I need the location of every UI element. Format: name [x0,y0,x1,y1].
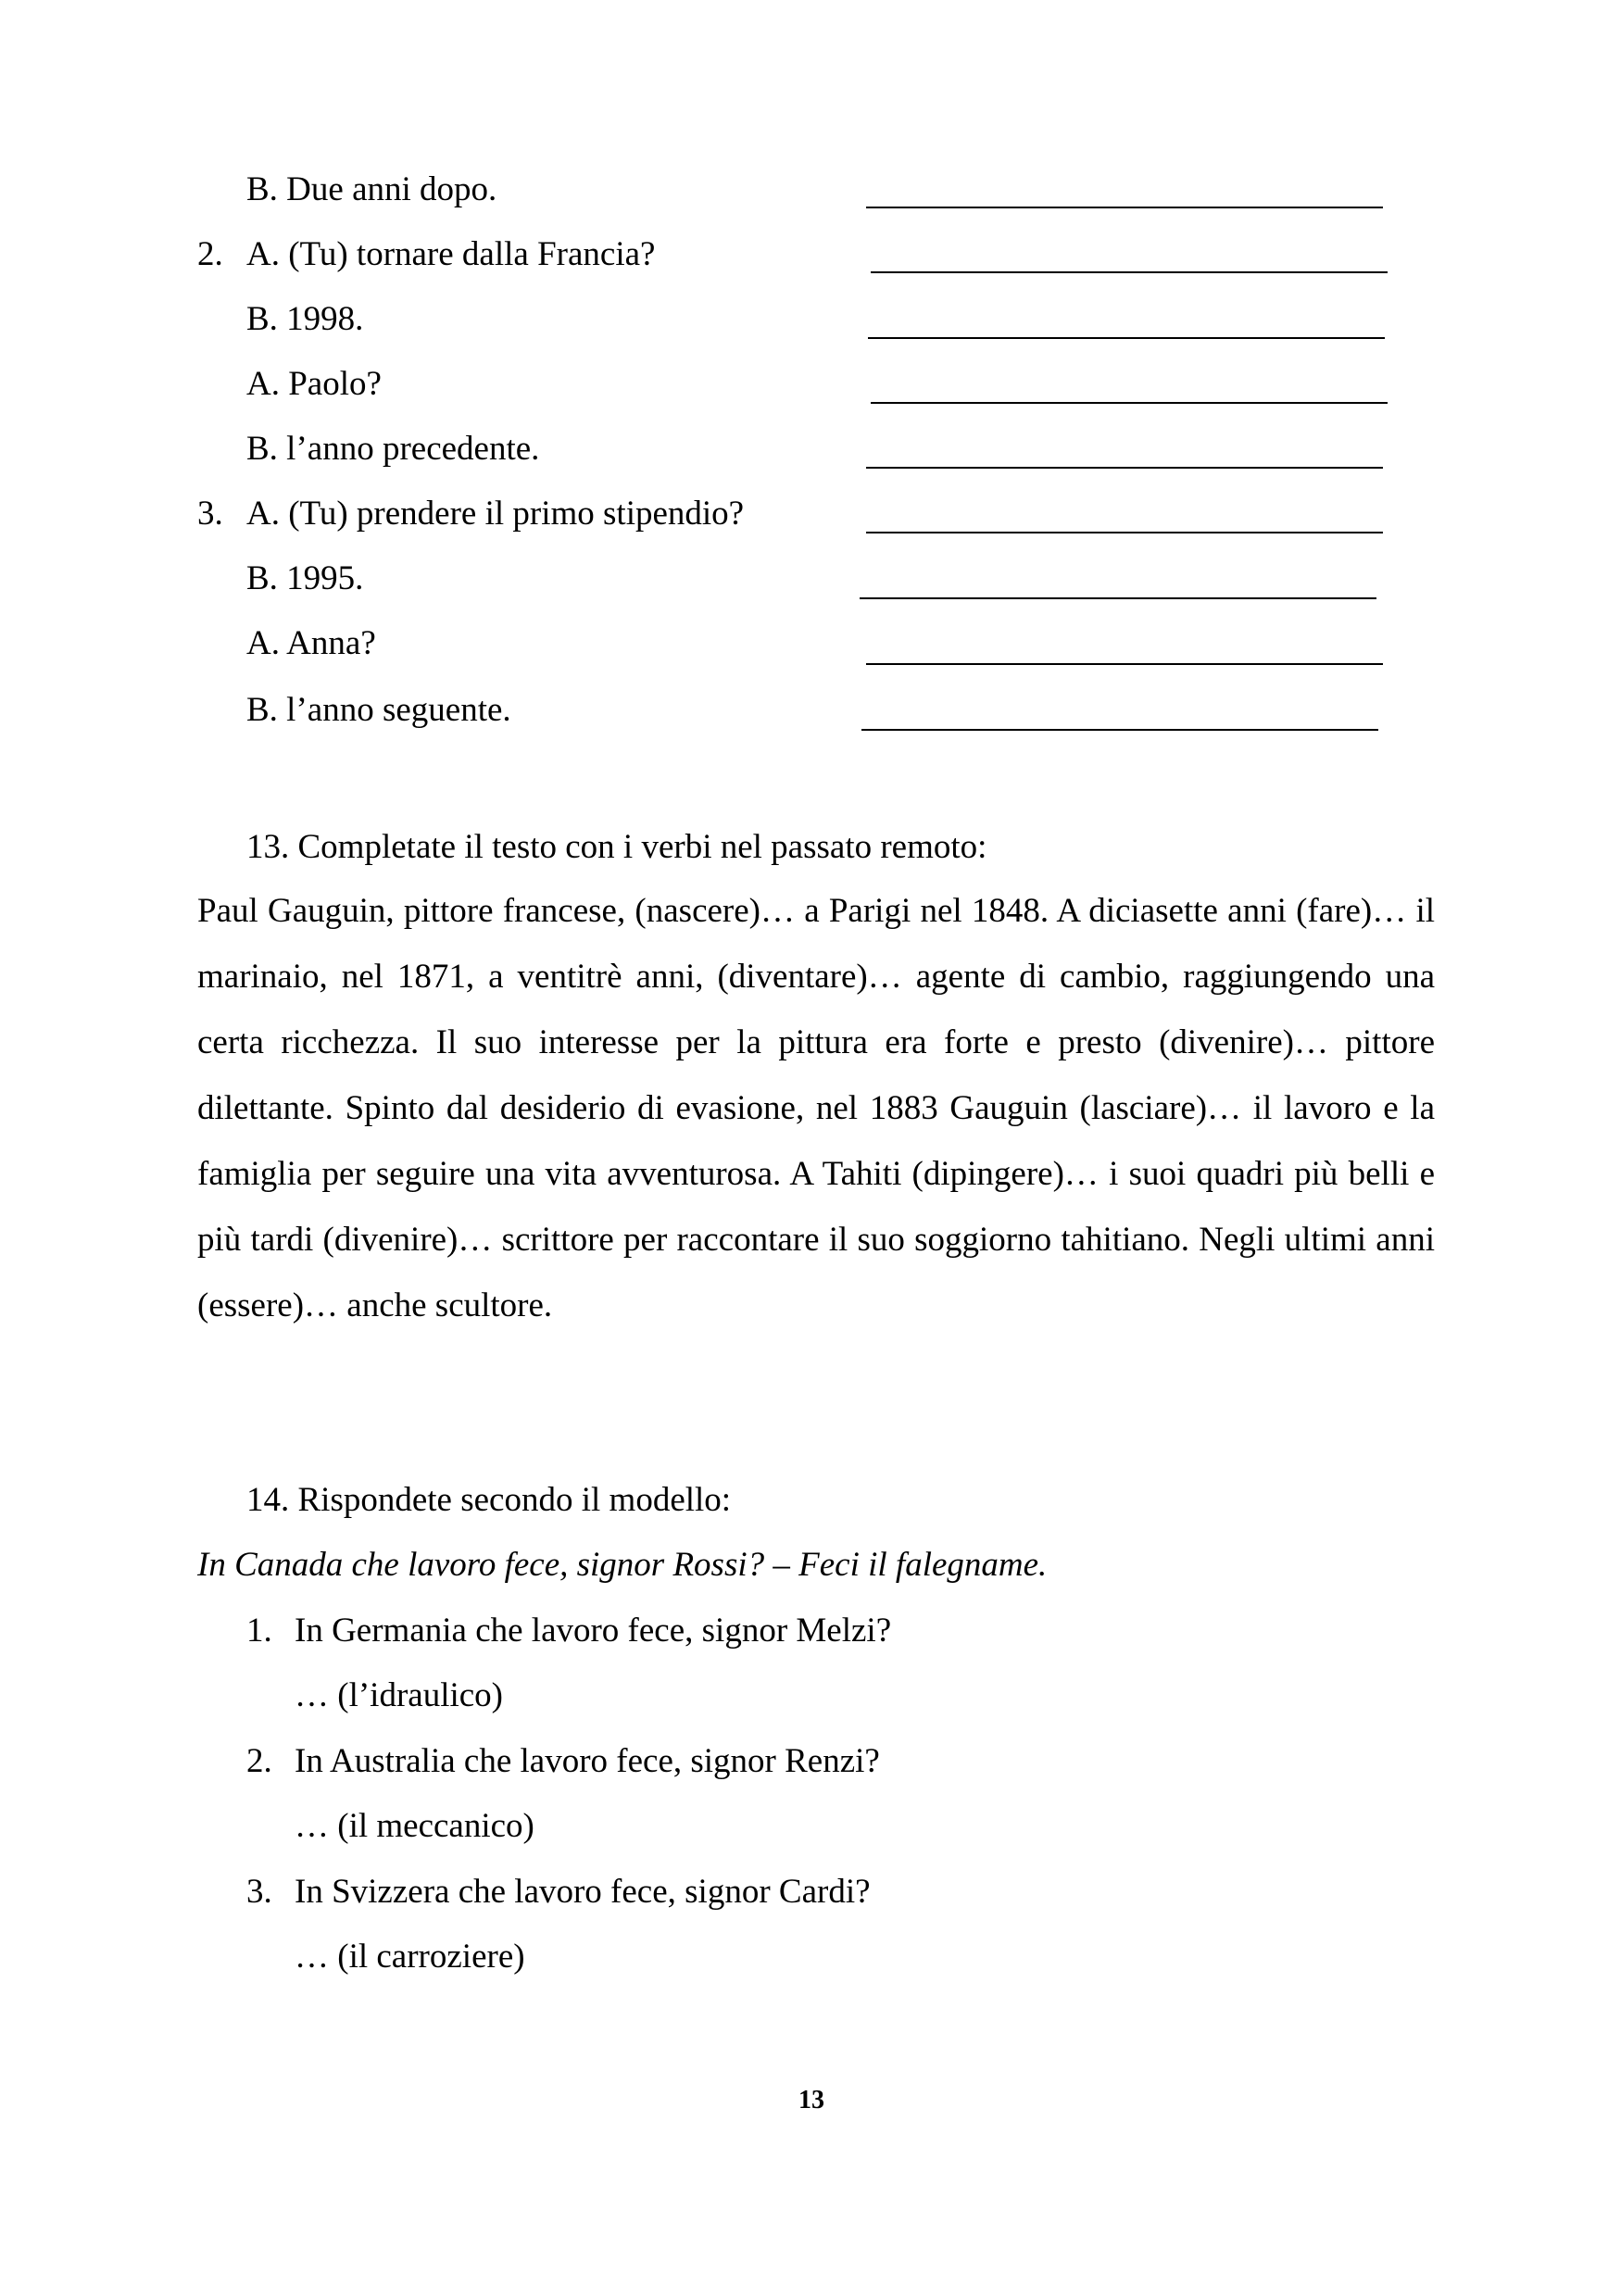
exercise-14-model: In Canada che lavoro fece, signor Rossi? – Feci il falegname. [197,1546,1048,1584]
answer-blank[interactable] [860,597,1376,599]
dialog-line: B. l’anno seguente. [246,691,511,729]
dialog-line: A. Paolo? [246,365,382,403]
dialog-line: B. 1995. [246,559,364,597]
answer-blank[interactable] [861,729,1378,731]
exercise-14-question: In Svizzera che lavoro fece, signor Cardi? [295,1873,871,1911]
answer-blank[interactable] [868,337,1385,339]
item-number: 3. [246,1873,272,1911]
exercise-14-question: In Australia che lavoro fece, signor Renzi? [295,1742,880,1780]
answer-blank[interactable] [871,271,1388,273]
exercise-14-hint: … (il carroziere) [295,1938,525,1976]
dialog-line: A. Anna? [246,624,376,662]
dialog-line: A. (Tu) prendere il primo stipendio? [246,495,745,533]
answer-blank[interactable] [866,663,1383,665]
dialog-line: B. l’anno precedente. [246,430,540,468]
item-number: 1. [246,1612,272,1650]
answer-blank[interactable] [866,532,1383,533]
exercise-13-paragraph: Paul Gauguin, pittore francese, (nascere)… a Parigi nel 1848. A diciasette anni (fare)… il marinaio, nel 1871, a ventitrè anni, (diventare)… agente di cambio, raggiungendo una certa ricchezza. Il suo interesse per la pittura era forte e presto (divenire)… pittore dilettante. Spinto dal desiderio di evasione, nel 1883 Gauguin (lasciare)… il lavoro e la famiglia per seguire una vita avventurosa. A Tahiti (dipingere)… i suoi quadri più belli e più tardi (divenire)… scrittore per raccontare il suo soggiorno tahitiano. Negli ultimi anni (essere)… anche scultore. [197,892,1435,1324]
exercise-14-heading: 14. Rispondete secondo il modello: [246,1481,732,1519]
exercise-14-question: In Germania che lavoro fece, signor Melzi? [295,1612,892,1650]
dialog-line: B. Due anni dopo. [246,170,497,208]
answer-blank[interactable] [866,467,1383,469]
dialog-line: B. 1998. [246,300,364,338]
item-number: 2. [197,235,223,273]
answer-blank[interactable] [871,402,1388,404]
dialog-line: A. (Tu) tornare dalla Francia? [246,235,656,273]
exercise-14-hint: … (il meccanico) [295,1807,534,1845]
page-number: 13 [798,2086,824,2114]
item-number: 3. [197,495,223,533]
answer-blank[interactable] [866,207,1383,208]
exercise-14-hint: … (l’idraulico) [295,1676,503,1714]
item-number: 2. [246,1742,272,1780]
exercise-13-heading: 13. Completate il testo con i verbi nel passato remoto: [246,828,987,866]
